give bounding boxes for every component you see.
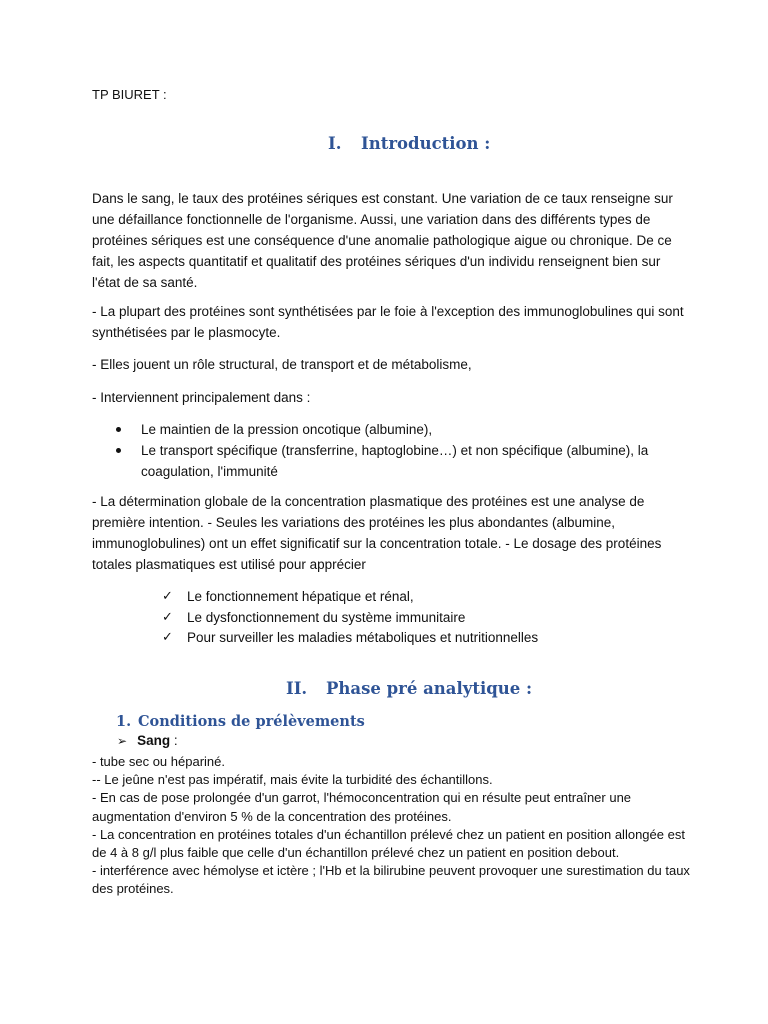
section-heading-introduction [328, 134, 490, 153]
determination-paragraph: - La détermination globale de la concentration plasmatique des protéines est une analyse de première intention. - Seules les variations des protéines les plus abondantes (albumine, immunoglobulines) ont un effet significatif sur la concentration totale. - Le dosage des protéines totales plasmatiques est utilisé pour apprécier [92, 494, 662, 572]
checkmark-icon: ✓ [162, 630, 173, 645]
bullet-icon [116, 427, 121, 432]
detail-line: -- Le jeûne n'est pas impératif, mais évite la turbidité des échantillons. [92, 772, 493, 788]
list-item: Le maintien de la pression oncotique (albumine), [92, 419, 692, 440]
detail-line: - En cas de pose prolongée d'un garrot, l'hémoconcentration qui en résulte peut entraîner une augmentation d'environ 5 % de la concentration des protéines. [92, 790, 632, 824]
detail-line: - tube sec ou hépariné. [92, 754, 225, 769]
check-list [160, 587, 700, 649]
synthesis-paragraph: - La plupart des protéines sont synthétisées par le foie à l'exception des immunoglobulines qui sont synthétisées par le plasmocyte. [92, 304, 684, 340]
checkmark-icon: ✓ [162, 589, 173, 604]
subsection-number: 1. [116, 713, 132, 730]
list-item: ✓ Le dysfonctionnement du système immunitaire [160, 608, 700, 629]
list-item: ✓ Le fonctionnement hépatique et rénal, [160, 587, 700, 608]
roles-paragraph: - Elles jouent un rôle structural, de transport et de métabolisme, [92, 357, 472, 372]
arrow-bullet-icon: ➢ [117, 734, 128, 748]
detail-line: - La concentration en protéines totales d'un échantillon prélevé chez un patient en position allongée est de 4 à 8 g/l plus faible que celle d'un échantillon prélevé chez un patient en position debout. [92, 826, 685, 861]
checkmark-icon: ✓ [162, 609, 173, 625]
sang-details [92, 753, 692, 899]
detail-line: - interférence avec hémolyse et ictère ; l'Hb et la bilirubine peuvent provoquer une surestimation du taux des protéines. [92, 863, 690, 897]
document-title: TP BIURET : [92, 87, 167, 102]
section-number: II. [286, 679, 308, 698]
list-item: Le transport spécifique (transferrine, haptoglobine…) et non spécifique (albumine), la coagulation, l'immunité [92, 440, 692, 482]
subsection-heading-conditions [116, 713, 365, 730]
intro-paragraph: Dans le sang, le taux des protéines sériques est constant. Une variation de ce taux renseigne sur une défaillance fonctionnelle de l'organisme. Aussi, une variation dans des différents types de protéines sériques est une conséquence d'une anomalie pathologique aigue ou chronique. De ce fait, les aspects quantitatif et qualitatif des protéines sériques d'un individu renseignent bien sur l'état de sa santé. [92, 191, 673, 290]
sang-suffix: : [170, 733, 178, 748]
list-item: ✓ Pour surveiller les maladies métaboliques et nutritionnelles [160, 628, 700, 649]
section-title: Phase pré analytique : [326, 679, 533, 698]
intervene-paragraph: - Interviennent principalement dans : [92, 390, 311, 405]
section-heading-phase-pre-analytique [286, 679, 532, 698]
sang-heading [117, 733, 178, 748]
section-number: I. [328, 134, 342, 153]
sang-label: Sang [137, 733, 171, 748]
section-title: Introduction : [361, 134, 491, 153]
bullet-list [92, 419, 692, 482]
bullet-icon [116, 448, 121, 453]
subsection-title: Conditions de prélèvements [138, 713, 365, 730]
